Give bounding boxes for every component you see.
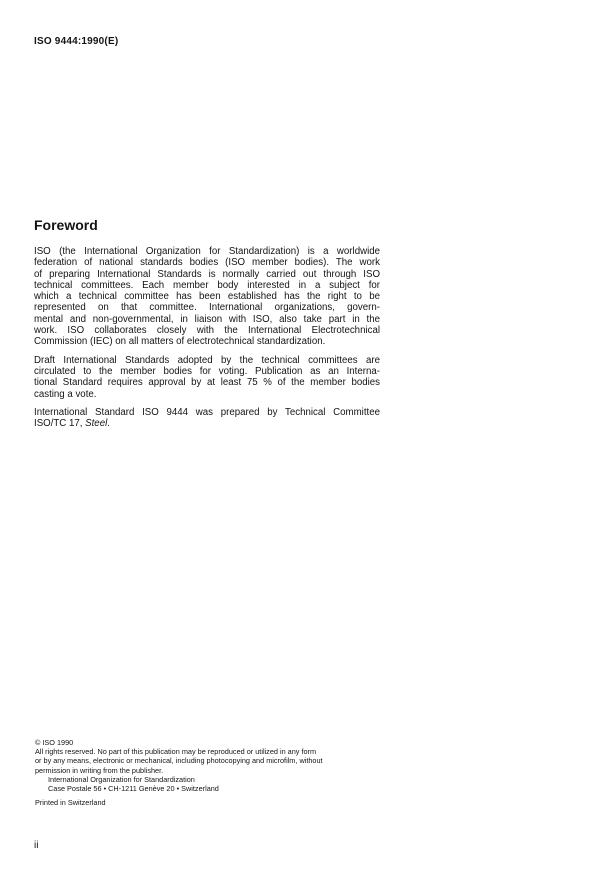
foreword-paragraph-2 bbox=[34, 355, 380, 400]
foreword-paragraph-3 bbox=[34, 407, 380, 430]
foreword-body bbox=[34, 246, 380, 436]
text-line: represented on that committee. International organizations, govern- bbox=[34, 302, 380, 314]
text-line: International Standard ISO 9444 was prepared by Technical Committee bbox=[34, 406, 380, 418]
organization-address: Case Postale 56 • CH-1211 Genève 20 • Switzerland bbox=[48, 784, 219, 794]
text-line: casting a vote. bbox=[34, 388, 97, 400]
organization-name: International Organization for Standardization bbox=[48, 774, 195, 784]
text-line: work. ISO collaborates closely with the International Electrotechnical bbox=[34, 325, 380, 337]
copyright-line: © ISO 1990 bbox=[35, 738, 74, 747]
text-line: ISO (the International Organization for Standardization) is a worldwide bbox=[34, 246, 380, 257]
text-line: of preparing International Standards is normally carried out through ISO bbox=[34, 268, 380, 280]
page-number: ii bbox=[34, 840, 39, 851]
period: . bbox=[107, 418, 110, 430]
text-line: Commission (IEC) on all matters of electrotechnical standardization. bbox=[34, 336, 326, 348]
text-line: circulated to the member bodies for voting. Publication as an Interna- bbox=[34, 365, 380, 377]
foreword-paragraph-1 bbox=[34, 246, 380, 348]
committee-ref: ISO/TC 17, bbox=[34, 418, 86, 430]
text-line: which a technical committee has been established has the right to be bbox=[34, 291, 380, 303]
rights-statement: All rights reserved. No part of this publication may be reproduced or utilized in any form bbox=[35, 747, 317, 757]
rights-statement: or by any means, electronic or mechanical, including photocopying and microfilm, without bbox=[35, 756, 323, 766]
foreword-heading: Foreword bbox=[34, 217, 98, 233]
text-line: tional Standard requires approval by at least 75 % of the member bodies bbox=[34, 377, 380, 389]
text-line bbox=[34, 418, 380, 429]
text-line: technical committees. Each member body interested in a subject for bbox=[34, 279, 380, 291]
text-line: Draft International Standards adopted by the technical committees are bbox=[34, 354, 380, 366]
copyright-notice bbox=[35, 738, 385, 807]
text-line: federation of national standards bodies (ISO member bodies). The work bbox=[34, 257, 380, 269]
document-id-header: ISO 9444:1990(E) bbox=[34, 36, 119, 47]
text-line: mental and non-governmental, in liaison with ISO, also take part in the bbox=[34, 313, 380, 325]
printed-in: Printed in Switzerland bbox=[35, 798, 106, 808]
committee-title: Steel bbox=[85, 418, 108, 430]
rights-statement: permission in writing from the publisher. bbox=[35, 765, 164, 775]
